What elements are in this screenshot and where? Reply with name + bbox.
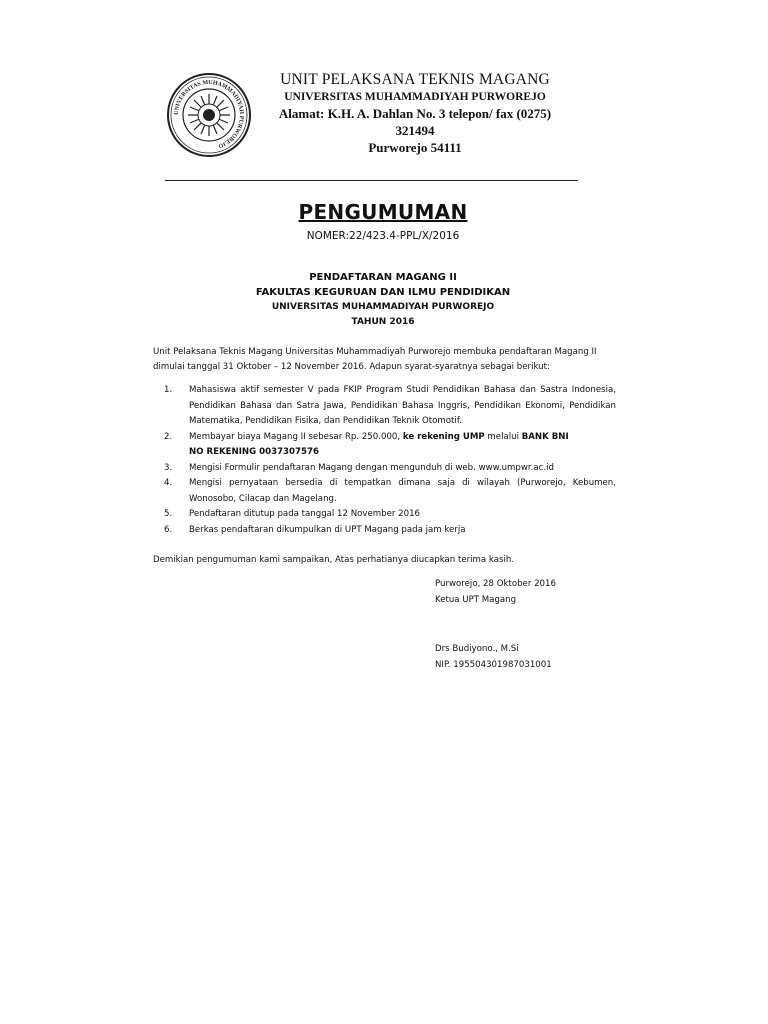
list-item-number: 1.: [164, 385, 173, 395]
letterhead: [262, 70, 568, 156]
signature-footer: [435, 641, 552, 673]
signature-header: [435, 576, 556, 608]
list-item: [164, 507, 616, 523]
university-seal-logo: [166, 72, 252, 158]
closing-paragraph: Demikian pengumuman kami sampaikan, Atas perhatianya diucapkan terima kasih.: [153, 555, 515, 565]
signatory-nip: NIP. 195504301987031001: [435, 660, 552, 670]
list-item: [164, 383, 616, 430]
page-title: PENGUMUMAN: [298, 200, 468, 224]
list-item-text: [189, 430, 616, 461]
list-item: [164, 430, 616, 461]
intro-paragraph: Unit Pelaksana Teknis Magang Universitas Muhammadiyah Purworejo membuka pendaftaran Magang II dimulai tanggal 31 Oktober – 12 November 2016. Adapun syarat-syaratnya sebagai berikut:: [153, 347, 597, 372]
list-item: [164, 523, 616, 539]
list-item-text: Berkas pendaftaran dikumpulkan di UPT Magang pada jam kerja: [189, 524, 466, 535]
account-number: NO REKENING 0037307576: [189, 447, 319, 457]
payment-account-label: ke rekening UMP: [402, 431, 485, 442]
letterhead-city: Purworejo 54111: [368, 140, 462, 155]
requirements-list: [164, 383, 616, 538]
letterhead-unit: UNIT PELAKSANA TEKNIS MAGANG: [280, 71, 550, 88]
list-item-number: 5.: [164, 509, 173, 519]
signature-place-date: Purworejo, 28 Oktober 2016: [435, 579, 556, 589]
subtitle-line-4: TAHUN 2016: [351, 316, 415, 327]
document-number: NOMER:22/423.4-PPL/X/2016: [306, 230, 460, 242]
signature-position: Ketua UPT Magang: [435, 595, 517, 605]
payment-via-text: melalui: [484, 431, 522, 442]
announcement-subtitle: [150, 271, 616, 329]
letterhead-divider: [165, 180, 578, 181]
seal-text: UNIVERSITAS MUHAMMADIYAH PURWOREJO: [173, 79, 245, 149]
list-item-text: Mahasiswa aktif semester V pada FKIP Program Studi Pendidikan Bahasa dan Sastra Indonesia, Pendidikan Bahasa dan Satra Jawa, Pendidikan Bahasa Inggris, Pendidikan Ekonomi, Pendidikan Matematika, Pendidikan Fisika, dan Pendidikan Teknik Otomotif.: [189, 385, 616, 426]
list-item-number: 3.: [164, 462, 173, 473]
bank-name: BANK BNI: [521, 431, 569, 442]
letterhead-university: UNIVERSITAS MUHAMMADIYAH PURWOREJO: [284, 91, 546, 103]
list-item-number: 2.: [164, 431, 173, 442]
letterhead-address: Alamat: K.H. A. Dahlan No. 3 telepon/ fax (0275) 321494: [278, 106, 552, 138]
signatory-name: Drs Budiyono., M.Si: [435, 644, 519, 654]
list-item-number: 4.: [164, 478, 173, 488]
subtitle-line-1: PENDAFTARAN MAGANG II: [309, 272, 457, 283]
list-item-number: 6.: [164, 524, 173, 535]
list-item-text: Mengisi Formulir pendaftaran Magang dengan mengunduh di web. www.umpwr.ac.id: [189, 462, 554, 473]
list-item: [164, 476, 616, 507]
list-item-text: Mengisi pernyataan bersedia di tempatkan dimana saja di wilayah (Purworejo, Kebumen, Wonosobo, Cilacap dan Magelang.: [189, 478, 616, 504]
subtitle-line-2: FAKULTAS KEGURUAN DAN ILMU PENDIDIKAN: [255, 286, 511, 298]
list-item-text: Pendaftaran ditutup pada tanggal 12 November 2016: [189, 509, 421, 519]
list-item: [164, 461, 616, 477]
payment-text: Membayar biaya Magang II sebesar Rp. 250.000,: [189, 431, 403, 442]
subtitle-line-3: UNIVERSITAS MUHAMMADIYAH PURWOREJO: [271, 302, 495, 312]
